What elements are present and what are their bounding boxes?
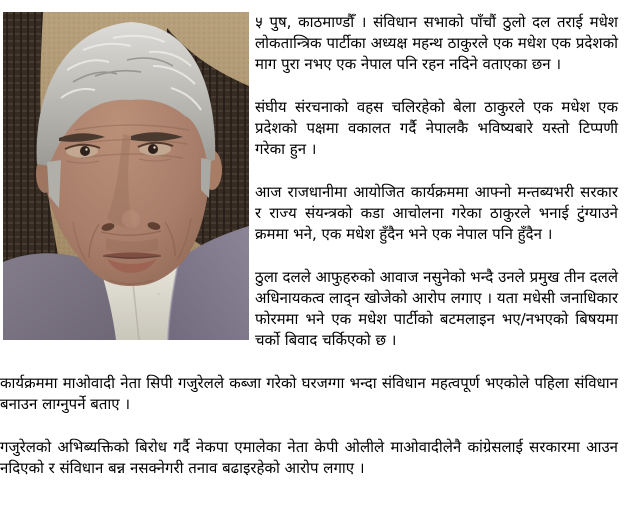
- paragraph-oli-response: गजुरेलको अभिब्यक्तिको बिरोध गर्दै नेकपा एमालेका नेता केपी ओलीले माओवादीलेनै कांग्रेसलाई सरकारमा आउन नदिएको र संविधान बन्न नसक्नेगरी तनाव बढाइरहेको आरोप लगाए ।: [0, 438, 618, 477]
- paragraph-program-remarks: आज राजधानीमा आयोजित कार्यक्रममा आफ्नो मन्तब्यभरी सरकार र राज्य संयन्त्रको कडा आचोलना गरेका ठाकुरले भनाई टुंग्याउने क्रममा भने, एक मधेश हुँदैन भने एक नेपाल पनि हुँदैन ।: [255, 183, 618, 243]
- paragraph-federal-debate: संघीय संरचनाको वहस चलिरहेको बेला ठाकुरले एक मधेश एक प्रदेशको पक्षमा वकालत गर्दै नेपालकै भविष्यबारे यस्तो टिप्पणी गरेका हुन ।: [255, 98, 618, 158]
- paragraph-big-parties-accusation: ठुला दलले आफुहरुको आवाज नसुनेको भन्दै उनले प्रमुख तीन दलले अधिनायकत्व लाद्न खोजेको आरोप लगाए । यता मधेसी जनाधिकार फोरममा भने एक मधेश पार्टीको बटमलाइन भए/नभएको बिषयमा चर्को बिवाद चर्किएको छ ।: [255, 268, 618, 349]
- portrait-illustration: [3, 12, 249, 340]
- paragraph-gajurel-statement: कार्यक्रममा माओवादी नेता सिपी गजुरेलले कब्जा गरेको घरजग्गा भन्दा संविधान महत्वपूर्ण भएकोले पहिला संविधान बनाउन लाग्नुपर्ने बताए ।: [0, 374, 618, 413]
- portrait-photo: [3, 12, 249, 340]
- paragraph-dateline-lead: ५ पुष, काठमाण्डौँ । संविधान सभाको पाँचौं ठुलो दल तराई मधेश लोकतान्त्रिक पार्टीका अध्यक्ष महन्थ ठाकुरले एक मधेश एक प्रदेशको माग पुरा नभए एक नेपाल पनि रहन नदिने वताएका छन ।: [255, 13, 618, 73]
